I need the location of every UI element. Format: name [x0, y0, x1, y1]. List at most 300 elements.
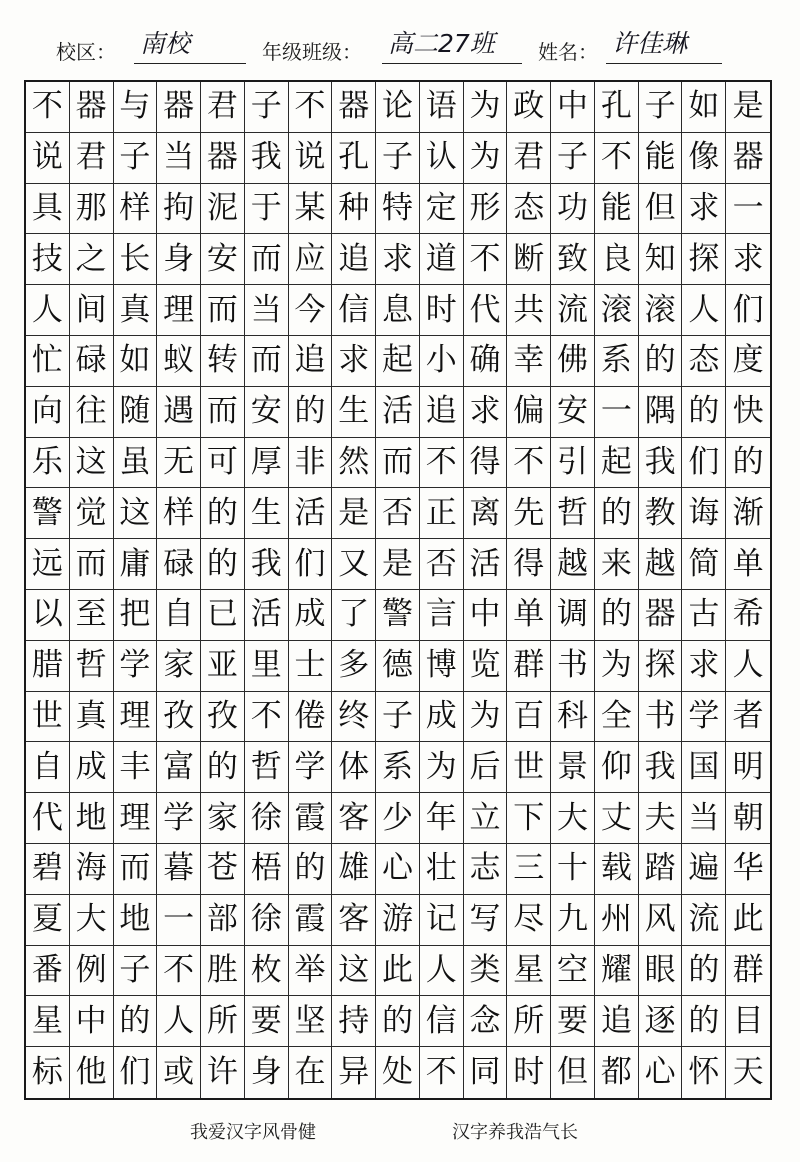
character-cell: 星	[507, 946, 551, 997]
character-cell: 得	[464, 438, 508, 489]
character-cell: 定	[420, 184, 464, 235]
character-cell: 而	[201, 387, 245, 438]
character-cell: 追	[289, 336, 333, 387]
character-cell: 的	[682, 946, 726, 997]
character-cell: 明	[726, 742, 770, 793]
character-cell: 子	[376, 692, 420, 743]
character-cell: 孜	[157, 692, 201, 743]
character-cell: 的	[376, 996, 420, 1047]
character-cell: 孜	[201, 692, 245, 743]
character-cell: 的	[201, 539, 245, 590]
character-cell: 器	[201, 133, 245, 184]
character-cell: 要	[551, 996, 595, 1047]
character-cell: 番	[26, 946, 70, 997]
character-cell: 德	[376, 641, 420, 692]
character-cell: 人	[157, 996, 201, 1047]
character-cell: 心	[376, 844, 420, 895]
character-cell: 流	[682, 895, 726, 946]
character-cell: 一	[595, 387, 639, 438]
character-cell: 今	[289, 285, 333, 336]
character-cell: 长	[114, 234, 158, 285]
character-cell: 度	[726, 336, 770, 387]
character-cell: 越	[639, 539, 683, 590]
character-cell: 能	[639, 133, 683, 184]
character-cell: 不	[595, 133, 639, 184]
character-cell: 求	[376, 234, 420, 285]
character-cell: 的	[639, 336, 683, 387]
character-cell: 活	[376, 387, 420, 438]
character-cell: 已	[201, 590, 245, 641]
character-cell: 全	[595, 692, 639, 743]
character-cell: 求	[682, 184, 726, 235]
character-cell: 中	[464, 590, 508, 641]
character-cell: 君	[70, 133, 114, 184]
character-cell: 警	[26, 488, 70, 539]
character-cell: 丰	[114, 742, 158, 793]
character-cell: 随	[114, 387, 158, 438]
character-cell: 的	[289, 844, 333, 895]
character-cell: 仰	[595, 742, 639, 793]
character-cell: 与	[114, 82, 158, 133]
character-cell: 为	[464, 82, 508, 133]
character-cell: 心	[639, 1047, 683, 1098]
character-cell: 理	[114, 692, 158, 743]
name-label: 姓名：	[538, 40, 598, 64]
character-cell: 拘	[157, 184, 201, 235]
character-cell: 科	[551, 692, 595, 743]
character-cell: 器	[157, 82, 201, 133]
character-cell: 应	[289, 234, 333, 285]
character-cell: 当	[682, 793, 726, 844]
character-cell: 忙	[26, 336, 70, 387]
character-cell: 空	[551, 946, 595, 997]
character-cell: 确	[464, 336, 508, 387]
character-cell: 学	[157, 793, 201, 844]
character-cell: 功	[551, 184, 595, 235]
character-cell: 哲	[70, 641, 114, 692]
character-cell: 良	[595, 234, 639, 285]
character-cell: 泥	[201, 184, 245, 235]
character-cell: 一	[726, 184, 770, 235]
footer-slogan-right: 汉字养我浩气长	[452, 1122, 578, 1143]
character-cell: 身	[245, 1047, 289, 1098]
character-cell: 快	[726, 387, 770, 438]
character-cell: 而	[376, 438, 420, 489]
character-cell: 滚	[639, 285, 683, 336]
character-cell: 的	[682, 996, 726, 1047]
character-cell: 目	[726, 996, 770, 1047]
character-cell: 坚	[289, 996, 333, 1047]
character-cell: 而	[70, 539, 114, 590]
character-cell: 为	[595, 641, 639, 692]
character-cell: 否	[376, 488, 420, 539]
character-cell: 三	[507, 844, 551, 895]
character-cell: 那	[70, 184, 114, 235]
character-cell: 器	[639, 590, 683, 641]
character-cell: 先	[507, 488, 551, 539]
character-cell: 简	[682, 539, 726, 590]
character-cell: 家	[201, 793, 245, 844]
character-cell: 觉	[70, 488, 114, 539]
character-cell: 遍	[682, 844, 726, 895]
character-cell: 之	[70, 234, 114, 285]
character-cell: 是	[726, 82, 770, 133]
character-cell: 所	[201, 996, 245, 1047]
character-cell: 学	[682, 692, 726, 743]
character-cell: 客	[332, 793, 376, 844]
character-cell: 系	[376, 742, 420, 793]
character-cell: 但	[551, 1047, 595, 1098]
campus-value: 南校	[134, 28, 246, 64]
character-cell: 理	[157, 285, 201, 336]
character-cell: 追	[332, 234, 376, 285]
student-name-value: 许佳琳	[606, 28, 722, 64]
character-cell: 客	[332, 895, 376, 946]
character-cell: 技	[26, 234, 70, 285]
character-cell: 大	[70, 895, 114, 946]
character-cell: 地	[70, 793, 114, 844]
character-cell: 孔	[332, 133, 376, 184]
character-cell: 倦	[289, 692, 333, 743]
character-cell: 活	[464, 539, 508, 590]
character-cell: 追	[420, 387, 464, 438]
character-cell: 具	[26, 184, 70, 235]
character-cell: 徐	[245, 793, 289, 844]
character-cell: 学	[114, 641, 158, 692]
character-cell: 子	[639, 82, 683, 133]
character-cell: 为	[420, 742, 464, 793]
character-cell: 壮	[420, 844, 464, 895]
character-cell: 载	[595, 844, 639, 895]
class-label: 年级班级：	[262, 40, 362, 64]
character-cell: 十	[551, 844, 595, 895]
character-cell: 眼	[639, 946, 683, 997]
character-cell: 遇	[157, 387, 201, 438]
character-cell: 虽	[114, 438, 158, 489]
character-cell: 念	[464, 996, 508, 1047]
character-cell: 隅	[639, 387, 683, 438]
character-cell: 态	[682, 336, 726, 387]
character-cell: 中	[551, 82, 595, 133]
character-cell: 我	[639, 438, 683, 489]
character-cell: 在	[289, 1047, 333, 1098]
character-cell: 风	[639, 895, 683, 946]
character-cell: 信	[420, 996, 464, 1047]
character-cell: 安	[201, 234, 245, 285]
character-cell: 雄	[332, 844, 376, 895]
character-cell: 自	[157, 590, 201, 641]
character-cell: 生	[245, 488, 289, 539]
character-cell: 们	[682, 438, 726, 489]
character-cell: 立	[464, 793, 508, 844]
character-cell: 们	[726, 285, 770, 336]
character-cell: 蚁	[157, 336, 201, 387]
character-cell: 然	[332, 438, 376, 489]
character-cell: 要	[245, 996, 289, 1047]
character-cell: 孔	[595, 82, 639, 133]
character-cell: 书	[551, 641, 595, 692]
character-cell: 求	[332, 336, 376, 387]
character-cell: 游	[376, 895, 420, 946]
character-cell: 单	[726, 539, 770, 590]
character-cell: 能	[595, 184, 639, 235]
character-cell: 断	[507, 234, 551, 285]
character-cell: 书	[639, 692, 683, 743]
character-cell: 而	[114, 844, 158, 895]
character-cell: 后	[464, 742, 508, 793]
character-cell: 不	[420, 1047, 464, 1098]
character-cell: 生	[332, 387, 376, 438]
character-cell: 而	[245, 336, 289, 387]
character-cell: 来	[595, 539, 639, 590]
character-cell: 离	[464, 488, 508, 539]
character-cell: 探	[639, 641, 683, 692]
character-cell: 乐	[26, 438, 70, 489]
character-cell: 部	[201, 895, 245, 946]
character-cell: 华	[726, 844, 770, 895]
character-cell: 人	[682, 285, 726, 336]
character-cell: 理	[114, 793, 158, 844]
character-cell: 器	[332, 82, 376, 133]
character-cell: 佛	[551, 336, 595, 387]
character-cell: 怀	[682, 1047, 726, 1098]
character-cell: 而	[245, 234, 289, 285]
character-cell: 代	[464, 285, 508, 336]
character-cell: 活	[245, 590, 289, 641]
character-cell: 家	[157, 641, 201, 692]
character-cell: 诲	[682, 488, 726, 539]
character-cell: 九	[551, 895, 595, 946]
calligraphy-grid	[24, 80, 772, 1100]
character-cell: 不	[157, 946, 201, 997]
character-cell: 这	[114, 488, 158, 539]
character-cell: 碌	[70, 336, 114, 387]
character-cell: 海	[70, 844, 114, 895]
character-cell: 调	[551, 590, 595, 641]
character-cell: 态	[507, 184, 551, 235]
character-cell: 记	[420, 895, 464, 946]
character-cell: 如	[114, 336, 158, 387]
character-cell: 以	[26, 590, 70, 641]
character-cell: 终	[332, 692, 376, 743]
character-cell: 起	[376, 336, 420, 387]
character-cell: 间	[70, 285, 114, 336]
character-cell: 向	[26, 387, 70, 438]
character-cell: 致	[551, 234, 595, 285]
character-cell: 霞	[289, 793, 333, 844]
character-cell: 样	[114, 184, 158, 235]
character-cell: 丈	[595, 793, 639, 844]
character-cell: 人	[726, 641, 770, 692]
character-cell: 当	[157, 133, 201, 184]
character-cell: 下	[507, 793, 551, 844]
character-cell: 不	[464, 234, 508, 285]
character-cell: 真	[70, 692, 114, 743]
character-cell: 安	[551, 387, 595, 438]
campus-label: 校区：	[56, 40, 116, 64]
character-cell: 如	[682, 82, 726, 133]
character-cell: 的	[114, 996, 158, 1047]
character-cell: 往	[70, 387, 114, 438]
character-cell: 于	[245, 184, 289, 235]
character-cell: 当	[245, 285, 289, 336]
character-cell: 或	[157, 1047, 201, 1098]
character-cell: 像	[682, 133, 726, 184]
character-cell: 富	[157, 742, 201, 793]
character-cell: 否	[420, 539, 464, 590]
character-cell: 幸	[507, 336, 551, 387]
character-cell: 种	[332, 184, 376, 235]
character-cell: 无	[157, 438, 201, 489]
character-cell: 厚	[245, 438, 289, 489]
character-cell: 里	[245, 641, 289, 692]
character-cell: 博	[420, 641, 464, 692]
character-cell: 腊	[26, 641, 70, 692]
character-cell: 说	[289, 133, 333, 184]
character-cell: 年	[420, 793, 464, 844]
character-cell: 共	[507, 285, 551, 336]
character-cell: 得	[507, 539, 551, 590]
character-cell: 的	[201, 488, 245, 539]
character-cell: 踏	[639, 844, 683, 895]
character-cell: 警	[376, 590, 420, 641]
character-cell: 志	[464, 844, 508, 895]
character-cell: 夫	[639, 793, 683, 844]
character-cell: 正	[420, 488, 464, 539]
character-cell: 追	[595, 996, 639, 1047]
character-cell: 哲	[551, 488, 595, 539]
character-cell: 们	[289, 539, 333, 590]
character-cell: 越	[551, 539, 595, 590]
character-cell: 教	[639, 488, 683, 539]
character-cell: 子	[114, 946, 158, 997]
class-value: 高二27班	[382, 28, 522, 64]
character-cell: 此	[376, 946, 420, 997]
character-cell: 君	[507, 133, 551, 184]
character-cell: 又	[332, 539, 376, 590]
character-cell: 安	[245, 387, 289, 438]
character-cell: 的	[726, 438, 770, 489]
character-cell: 群	[507, 641, 551, 692]
character-cell: 的	[201, 742, 245, 793]
character-cell: 起	[595, 438, 639, 489]
character-cell: 子	[245, 82, 289, 133]
character-cell: 的	[595, 488, 639, 539]
character-cell: 自	[26, 742, 70, 793]
character-cell: 希	[726, 590, 770, 641]
character-cell: 例	[70, 946, 114, 997]
character-cell: 成	[70, 742, 114, 793]
character-cell: 为	[464, 692, 508, 743]
character-cell: 信	[332, 285, 376, 336]
character-cell: 言	[420, 590, 464, 641]
character-cell: 活	[289, 488, 333, 539]
character-cell: 远	[26, 539, 70, 590]
character-cell: 而	[201, 285, 245, 336]
character-cell: 庸	[114, 539, 158, 590]
character-cell: 异	[332, 1047, 376, 1098]
character-cell: 代	[26, 793, 70, 844]
character-cell: 世	[507, 742, 551, 793]
character-cell: 我	[245, 539, 289, 590]
character-cell: 探	[682, 234, 726, 285]
character-cell: 道	[420, 234, 464, 285]
character-cell: 暮	[157, 844, 201, 895]
character-cell: 求	[682, 641, 726, 692]
character-cell: 时	[507, 1047, 551, 1098]
character-cell: 学	[289, 742, 333, 793]
character-cell: 中	[70, 996, 114, 1047]
character-cell: 苍	[201, 844, 245, 895]
character-cell: 哲	[245, 742, 289, 793]
character-cell: 是	[376, 539, 420, 590]
character-cell: 渐	[726, 488, 770, 539]
character-cell: 胜	[201, 946, 245, 997]
character-cell: 一	[157, 895, 201, 946]
character-cell: 星	[26, 996, 70, 1047]
character-cell: 单	[507, 590, 551, 641]
character-cell: 认	[420, 133, 464, 184]
character-cell: 多	[332, 641, 376, 692]
character-cell: 特	[376, 184, 420, 235]
character-cell: 不	[420, 438, 464, 489]
character-cell: 某	[289, 184, 333, 235]
character-cell: 我	[245, 133, 289, 184]
character-cell: 子	[114, 133, 158, 184]
character-cell: 知	[639, 234, 683, 285]
character-cell: 同	[464, 1047, 508, 1098]
character-cell: 形	[464, 184, 508, 235]
character-cell: 逐	[639, 996, 683, 1047]
character-cell: 亚	[201, 641, 245, 692]
character-cell: 小	[420, 336, 464, 387]
character-cell: 不	[507, 438, 551, 489]
character-cell: 不	[289, 82, 333, 133]
character-cell: 标	[26, 1047, 70, 1098]
character-cell: 我	[639, 742, 683, 793]
character-cell: 样	[157, 488, 201, 539]
footer-slogan-left: 我爱汉字风骨健	[190, 1122, 316, 1143]
character-cell: 器	[726, 133, 770, 184]
character-cell: 论	[376, 82, 420, 133]
character-cell: 景	[551, 742, 595, 793]
character-cell: 真	[114, 285, 158, 336]
character-cell: 系	[595, 336, 639, 387]
character-cell: 把	[114, 590, 158, 641]
character-cell: 人	[420, 946, 464, 997]
character-cell: 政	[507, 82, 551, 133]
character-cell: 耀	[595, 946, 639, 997]
character-cell: 者	[726, 692, 770, 743]
character-cell: 可	[201, 438, 245, 489]
character-cell: 这	[332, 946, 376, 997]
character-cell: 览	[464, 641, 508, 692]
character-cell: 他	[70, 1047, 114, 1098]
character-cell: 非	[289, 438, 333, 489]
character-cell: 为	[464, 133, 508, 184]
character-cell: 器	[70, 82, 114, 133]
character-cell: 枚	[245, 946, 289, 997]
character-cell: 不	[245, 692, 289, 743]
character-cell: 求	[726, 234, 770, 285]
character-cell: 许	[201, 1047, 245, 1098]
character-cell: 朝	[726, 793, 770, 844]
character-cell: 群	[726, 946, 770, 997]
character-cell: 君	[201, 82, 245, 133]
character-cell: 这	[70, 438, 114, 489]
character-cell: 的	[289, 387, 333, 438]
character-cell: 州	[595, 895, 639, 946]
